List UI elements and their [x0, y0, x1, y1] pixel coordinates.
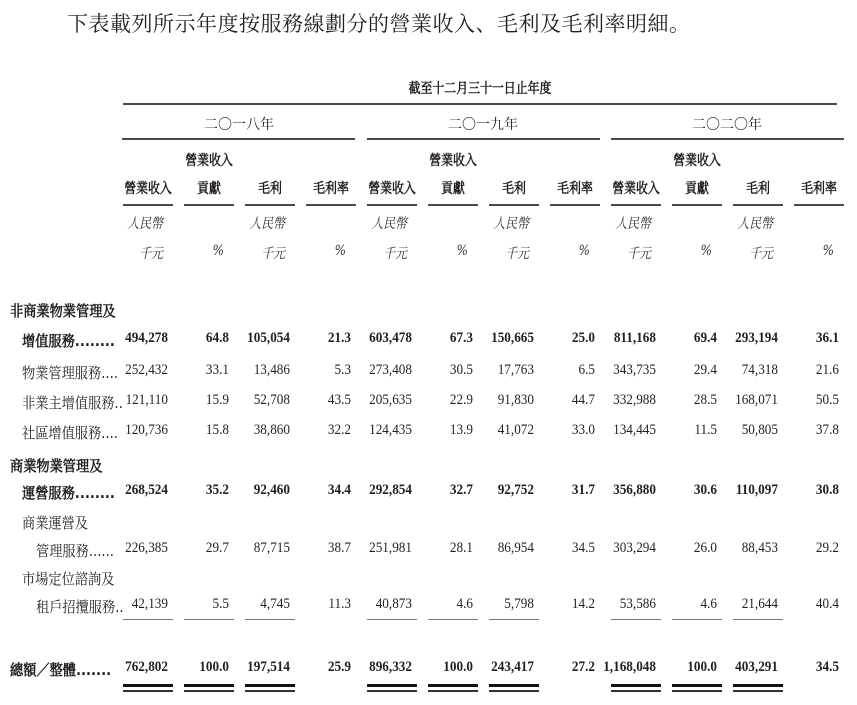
total-double-rule — [428, 684, 478, 687]
table-cell: 603,478 — [369, 330, 412, 346]
table-cell: 31.7 — [571, 482, 595, 498]
table-cell: 88,453 — [741, 540, 778, 556]
table-cell: 293,194 — [735, 330, 778, 346]
table-cell: 50,805 — [741, 422, 778, 438]
total-double-rule — [184, 690, 234, 692]
table-cell: 356,880 — [613, 482, 656, 498]
table-cell: 87,715 — [253, 540, 290, 556]
table-cell: 30.6 — [693, 482, 717, 498]
period-rule — [123, 103, 837, 105]
total-double-rule — [611, 684, 661, 687]
table-cell: 69.4 — [693, 330, 717, 346]
table-cell: 34.5 — [571, 540, 595, 556]
table-cell: 4.6 — [456, 596, 473, 612]
col-header-contribution-2020: 貢獻 — [685, 181, 709, 197]
table-cell: 5.5 — [212, 596, 229, 612]
table-cell: 52,708 — [253, 392, 290, 408]
col-header-rule — [611, 204, 661, 206]
row-label: 非業主增值服務.. — [22, 394, 123, 412]
table-cell: 29.7 — [205, 540, 229, 556]
table-cell: 11.3 — [328, 596, 351, 612]
total-double-rule — [611, 690, 661, 692]
col-header-rule — [306, 204, 356, 206]
col-header-contribution-2018-line1: 營業收入 — [185, 153, 233, 169]
unit-thousand: 千元 — [749, 246, 773, 262]
table-cell: 32.7 — [449, 482, 473, 498]
table-cell: 22.9 — [449, 392, 473, 408]
total-double-rule — [123, 684, 173, 687]
unit-thousand: 千元 — [383, 246, 407, 262]
row-label: 運營服務........ — [22, 484, 115, 502]
table-cell: 168,071 — [735, 392, 778, 408]
table-cell: 40,873 — [375, 596, 412, 612]
year-2018: 二〇一八年 — [204, 117, 274, 133]
unit-percent: % — [334, 243, 346, 259]
total-double-rule — [367, 684, 417, 687]
table-cell: 37.8 — [815, 422, 839, 438]
table-cell: 343,735 — [613, 362, 656, 378]
col-header-gross-margin-2020: 毛利率 — [801, 181, 837, 197]
table-cell: 28.5 — [693, 392, 717, 408]
col-header-rule — [184, 204, 234, 206]
col-header-revenue-2018: 營業收入 — [124, 181, 172, 197]
total-double-rule — [672, 690, 722, 692]
table-cell: 43.5 — [327, 392, 351, 408]
table-cell: 494,278 — [125, 330, 168, 346]
table-cell: 40.4 — [815, 596, 839, 612]
row-label-heading: 市場定位諮詢及 — [22, 570, 115, 588]
col-header-contribution-2019-line1: 營業收入 — [429, 153, 477, 169]
subtotal-rule — [611, 619, 661, 620]
total-double-rule — [489, 690, 539, 692]
table-cell: 21,644 — [741, 596, 778, 612]
total-cell: 100.0 — [199, 659, 229, 675]
row-label: 租戶招攬服務.. — [36, 598, 124, 616]
table-cell: 34.4 — [327, 482, 351, 498]
table-cell: 4,745 — [260, 596, 290, 612]
table-cell: 92,460 — [253, 482, 290, 498]
col-header-rule — [123, 204, 173, 206]
total-cell: 1,168,048 — [603, 659, 656, 675]
table-cell: 121,110 — [125, 392, 168, 408]
subtotal-rule — [245, 619, 295, 620]
unit-rmb: 人民幣 — [371, 216, 407, 232]
table-cell: 53,586 — [619, 596, 656, 612]
table-cell: 41,072 — [497, 422, 534, 438]
total-cell: 243,417 — [491, 659, 534, 675]
table-cell: 332,988 — [613, 392, 656, 408]
table-cell: 25.0 — [571, 330, 595, 346]
unit-percent: % — [822, 243, 834, 259]
col-header-revenue-2020: 營業收入 — [612, 181, 660, 197]
total-double-rule — [428, 690, 478, 692]
col-header-revenue-2019: 營業收入 — [368, 181, 416, 197]
period-title: 截至十二月三十一日止年度 — [408, 81, 552, 97]
table-cell: 5.3 — [334, 362, 351, 378]
row-label: 物業管理服務.... — [22, 364, 118, 382]
table-cell: 38.7 — [327, 540, 351, 556]
total-double-rule — [367, 690, 417, 692]
col-header-gross-profit-2020: 毛利 — [746, 181, 770, 197]
unit-thousand: 千元 — [627, 246, 651, 262]
subtotal-rule — [184, 619, 234, 620]
table-cell: 21.3 — [327, 330, 351, 346]
row-label: 管理服務...... — [36, 542, 114, 560]
table-cell: 110,097 — [735, 482, 778, 498]
table-cell: 292,854 — [369, 482, 412, 498]
year-rule-2019 — [367, 138, 600, 140]
table-cell: 251,981 — [369, 540, 412, 556]
row-label: 增值服務........ — [22, 332, 115, 350]
table-cell: 86,954 — [497, 540, 534, 556]
subtotal-rule — [733, 619, 783, 620]
table-cell: 11.5 — [694, 422, 717, 438]
subtotal-rule — [428, 619, 478, 620]
total-cell: 762,802 — [125, 659, 168, 675]
table-cell: 273,408 — [369, 362, 412, 378]
table-cell: 91,830 — [497, 392, 534, 408]
table-cell: 32.2 — [327, 422, 351, 438]
unit-rmb: 人民幣 — [737, 216, 773, 232]
total-double-rule — [184, 684, 234, 687]
unit-rmb: 人民幣 — [493, 216, 529, 232]
subtotal-rule — [367, 619, 417, 620]
total-cell: 100.0 — [687, 659, 717, 675]
year-rule-2018 — [122, 138, 355, 140]
table-cell: 15.8 — [205, 422, 229, 438]
subtotal-rule — [489, 619, 539, 620]
table-cell: 50.5 — [815, 392, 839, 408]
unit-thousand: 千元 — [505, 246, 529, 262]
col-header-gross-profit-2018: 毛利 — [258, 181, 282, 197]
year-rule-2020 — [611, 138, 844, 140]
table-cell: 35.2 — [205, 482, 229, 498]
col-header-rule — [367, 204, 417, 206]
total-cell: 25.9 — [327, 659, 351, 675]
col-header-rule — [489, 204, 539, 206]
unit-percent: % — [700, 243, 712, 259]
table-cell: 92,752 — [497, 482, 534, 498]
unit-thousand: 千元 — [261, 246, 285, 262]
table-cell: 30.8 — [815, 482, 839, 498]
table-cell: 17,763 — [497, 362, 534, 378]
col-header-contribution-2018: 貢獻 — [197, 181, 221, 197]
col-header-rule — [794, 204, 844, 206]
table-cell: 42,139 — [131, 596, 168, 612]
table-cell: 134,445 — [613, 422, 656, 438]
total-cell: 896,332 — [369, 659, 412, 675]
total-double-rule — [245, 690, 295, 692]
table-cell: 150,665 — [491, 330, 534, 346]
intro-text: 下表載列所示年度按服務線劃分的營業收入、毛利及毛利率明細。 — [67, 12, 691, 36]
table-cell: 226,385 — [125, 540, 168, 556]
col-header-gross-margin-2019: 毛利率 — [557, 181, 593, 197]
unit-thousand: 千元 — [139, 246, 163, 262]
total-cell: 403,291 — [735, 659, 778, 675]
table-cell: 4.6 — [700, 596, 717, 612]
col-header-contribution-2019: 貢獻 — [441, 181, 465, 197]
table-cell: 26.0 — [693, 540, 717, 556]
total-cell: 197,514 — [247, 659, 290, 675]
total-double-rule — [733, 690, 783, 692]
year-2020: 二〇二〇年 — [692, 117, 762, 133]
table-cell: 252,432 — [125, 362, 168, 378]
table-cell: 811,168 — [613, 330, 656, 346]
row-label-heading: 商業物業管理及 — [10, 457, 103, 475]
col-header-rule — [550, 204, 600, 206]
col-header-rule — [245, 204, 295, 206]
subtotal-rule — [123, 619, 173, 620]
total-double-rule — [672, 684, 722, 687]
table-cell: 44.7 — [571, 392, 595, 408]
total-cell: 34.5 — [815, 659, 839, 675]
table-cell: 33.1 — [205, 362, 229, 378]
table-cell: 6.5 — [578, 362, 595, 378]
col-header-rule — [672, 204, 722, 206]
table-cell: 14.2 — [571, 596, 595, 612]
unit-percent: % — [456, 243, 468, 259]
col-header-rule — [428, 204, 478, 206]
table-cell: 13,486 — [253, 362, 290, 378]
row-label-heading: 非商業物業管理及 — [10, 302, 116, 320]
col-header-rule — [733, 204, 783, 206]
total-double-rule — [489, 684, 539, 687]
table-cell: 120,736 — [125, 422, 168, 438]
table-cell: 29.4 — [693, 362, 717, 378]
row-label-heading: 商業運營及 — [22, 514, 89, 532]
table-cell: 36.1 — [815, 330, 839, 346]
total-double-rule — [245, 684, 295, 687]
table-cell: 205,635 — [369, 392, 412, 408]
table-cell: 303,294 — [613, 540, 656, 556]
table-cell: 21.6 — [815, 362, 839, 378]
total-cell: 27.2 — [571, 659, 595, 675]
row-label: 社區增值服務.... — [22, 424, 118, 442]
col-header-gross-profit-2019: 毛利 — [502, 181, 526, 197]
total-label: 總額／整體....... — [10, 661, 112, 679]
table-cell: 5,798 — [504, 596, 534, 612]
table-cell: 64.8 — [205, 330, 229, 346]
unit-percent: % — [212, 243, 224, 259]
table-cell: 30.5 — [449, 362, 473, 378]
subtotal-rule — [672, 619, 722, 620]
table-cell: 268,524 — [125, 482, 168, 498]
total-cell: 100.0 — [443, 659, 473, 675]
table-cell: 124,435 — [369, 422, 412, 438]
year-2019: 二〇一九年 — [448, 117, 518, 133]
table-cell: 74,318 — [741, 362, 778, 378]
table-cell: 28.1 — [449, 540, 473, 556]
col-header-contribution-2020-line1: 營業收入 — [673, 153, 721, 169]
table-cell: 105,054 — [247, 330, 290, 346]
table-cell: 67.3 — [449, 330, 473, 346]
unit-percent: % — [578, 243, 590, 259]
total-double-rule — [733, 684, 783, 687]
table-cell: 33.0 — [571, 422, 595, 438]
unit-rmb: 人民幣 — [127, 216, 163, 232]
table-cell: 13.9 — [449, 422, 473, 438]
total-double-rule — [123, 690, 173, 692]
unit-rmb: 人民幣 — [615, 216, 651, 232]
table-cell: 29.2 — [815, 540, 839, 556]
table-cell: 15.9 — [205, 392, 229, 408]
unit-rmb: 人民幣 — [249, 216, 285, 232]
col-header-gross-margin-2018: 毛利率 — [313, 181, 349, 197]
table-cell: 38,860 — [253, 422, 290, 438]
